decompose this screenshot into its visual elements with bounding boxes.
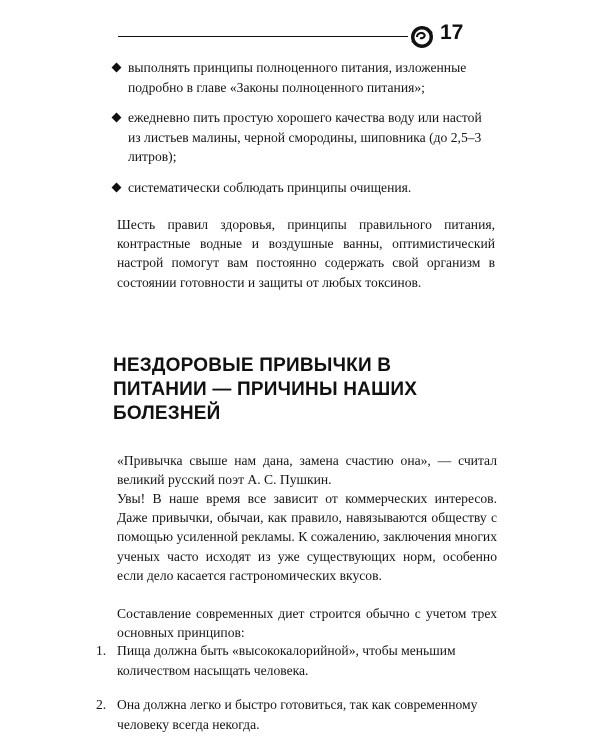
list-item: систематически соблюдать принципы очищения.	[112, 178, 492, 198]
diamond-bullet-icon	[112, 63, 122, 73]
commerce-paragraph: Увы! В наше время все зависит от коммерческих интересов. Даже привычки, обычаи, как правило, навязываются обществу с помощью усиленной рекламы. К сожалению, заключения многих ученых часто исходят из уже существующих норм, особенно если дело касается гастрономических вкусов.	[117, 491, 497, 583]
quote-paragraph: «Привычка свыше нам дана, замена счастию она», — считал великий русский поэт А. С. Пушкин.	[117, 453, 497, 488]
chapter-emblem-icon	[409, 24, 435, 50]
summary-paragraph: Шесть правил здоровья, принципы правильного питания, контрастные водные и воздушные ванны, оптимистический настрой помогут вам постоянно содержать свой организм в состоянии готовности и защиты от любых токсинов.	[117, 217, 495, 290]
list-item	[96, 695, 496, 734]
diets-intro-paragraph: Составление современных диет строится обычно с учетом трех основных принципов:	[117, 606, 497, 641]
item-text: Пища должна быть «высококалорийной», чтобы меньшим количеством насыщать человека.	[117, 643, 456, 678]
list-item	[96, 641, 496, 680]
list-item: ежедневно пить простую хорошего качества воду или настой из листьев малины, черной смородины, шиповника (до 2,5–3 литров);	[112, 108, 492, 167]
numbered-list	[96, 641, 496, 749]
diamond-bullet-icon	[112, 113, 122, 123]
diamond-bullet-icon	[112, 182, 122, 192]
item-number: 1.	[96, 643, 107, 658]
page-number: 17	[440, 21, 464, 44]
item-text: Она должна легко и быстро готовиться, так как современному человеку всегда некогда.	[117, 697, 478, 732]
item-number: 2.	[96, 697, 107, 712]
bullet-list	[112, 58, 492, 208]
header-rule	[118, 36, 408, 37]
section-heading: НЕЗДОРОВЫЕ ПРИВЫЧКИ В ПИТАНИИ — ПРИЧИНЫ НАШИХ БОЛЕЗНЕЙ	[113, 355, 418, 424]
list-item: выполнять принципы полноценного питания, изложенные подробно в главе «Законы полноценного питания»;	[112, 58, 492, 97]
